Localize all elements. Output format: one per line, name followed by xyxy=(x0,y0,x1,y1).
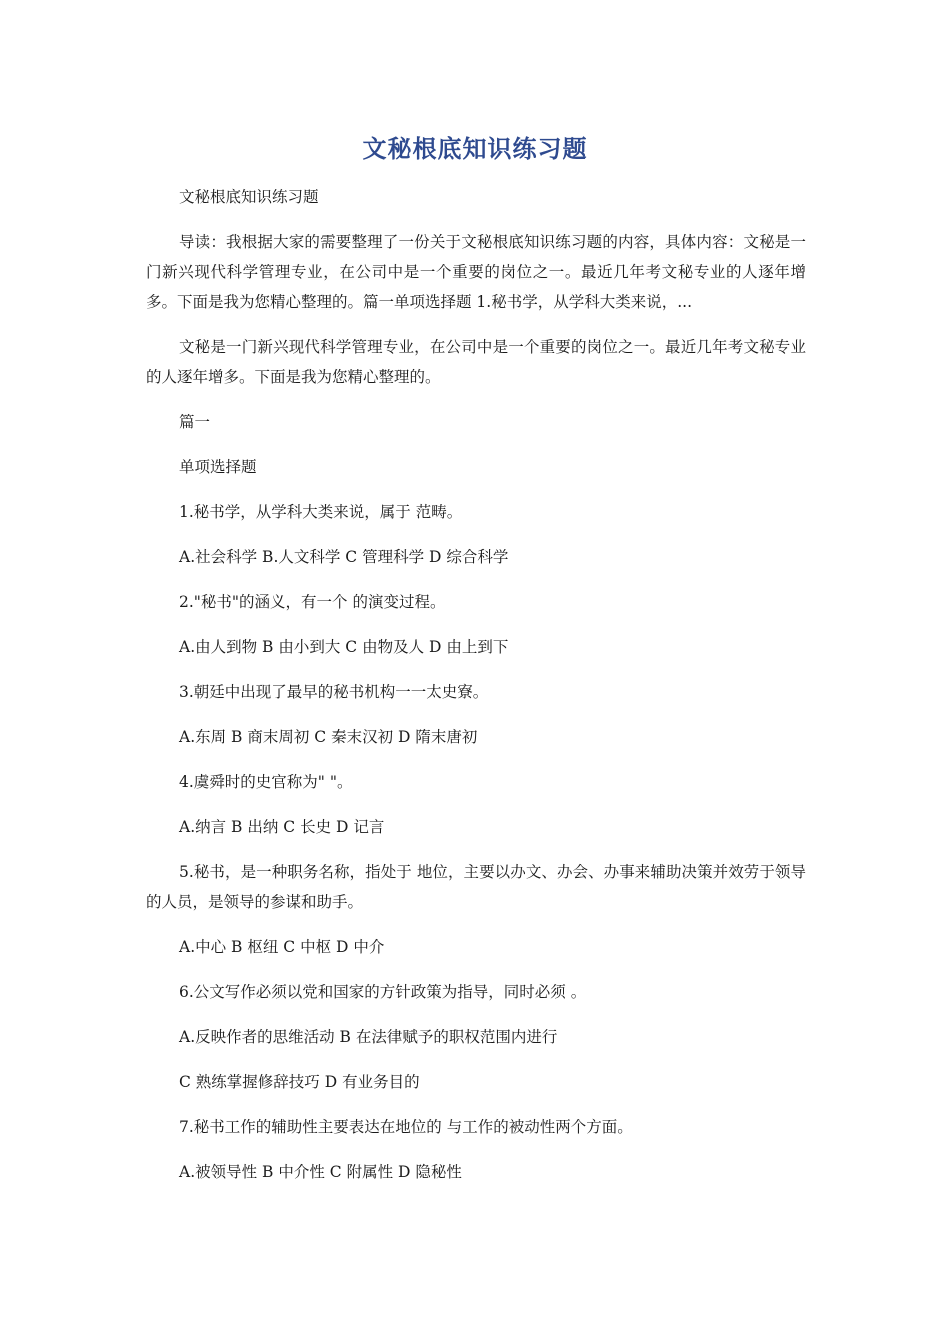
intro-paragraph: 导读：我根据大家的需要整理了一份关于文秘根底知识练习题的内容，具体内容：文秘是一门新兴现代科学管理专业，在公司中是一个重要的岗位之一。最近几年考文秘专业的人逐年增多。下面是我为您精心整理的。篇一单项选择题 1.秘书学，从学科大类来说，... xyxy=(146,233,806,311)
section-heading: 篇一 xyxy=(179,413,211,431)
options-6b: C 熟练掌握修辞技巧 D 有业务目的 xyxy=(179,1073,420,1091)
question-3: 3.朝廷中出现了最早的秘书机构一一太史寮。 xyxy=(179,683,489,701)
question-1: 1.秘书学，从学科大类来说，属于 范畴。 xyxy=(179,503,463,521)
document-body xyxy=(146,182,806,1202)
options-7: A.被领导性 B 中介性 C 附属性 D 隐秘性 xyxy=(179,1163,462,1181)
options-1: A.社会科学 B.人文科学 C 管理科学 D 综合科学 xyxy=(179,548,509,566)
question-type-heading: 单项选择题 xyxy=(179,458,257,476)
options-5: A.中心 B 枢纽 C 中枢 D 中介 xyxy=(179,938,385,956)
subtitle-paragraph: 文秘根底知识练习题 xyxy=(179,188,319,206)
options-4: A.纳言 B 出纳 C 长史 D 记言 xyxy=(179,818,385,836)
options-3: A.东周 B 商末周初 C 秦末汉初 D 隋末唐初 xyxy=(179,728,478,746)
question-5: 5.秘书，是一种职务名称，指处于 地位，主要以办文、办会、办事来辅助决策并效劳于领导的人员，是领导的参谋和助手。 xyxy=(146,863,806,911)
question-6: 6.公文写作必须以党和国家的方针政策为指导，同时必须 。 xyxy=(179,983,587,1001)
options-2: A.由人到物 B 由小到大 C 由物及人 D 由上到下 xyxy=(179,638,509,656)
summary-paragraph: 文秘是一门新兴现代科学管理专业，在公司中是一个重要的岗位之一。最近几年考文秘专业的人逐年增多。下面是我为您精心整理的。 xyxy=(146,338,806,386)
question-7: 7.秘书工作的辅助性主要表达在地位的 与工作的被动性两个方面。 xyxy=(179,1118,633,1136)
question-4: 4.虞舜时的史官称为" "。 xyxy=(179,773,353,791)
document-title: 文秘根底知识练习题 xyxy=(362,135,588,163)
question-2: 2."秘书"的涵义，有一个 的演变过程。 xyxy=(179,593,446,611)
options-6a: A.反映作者的思维活动 B 在法律赋予的职权范围内进行 xyxy=(179,1028,558,1046)
